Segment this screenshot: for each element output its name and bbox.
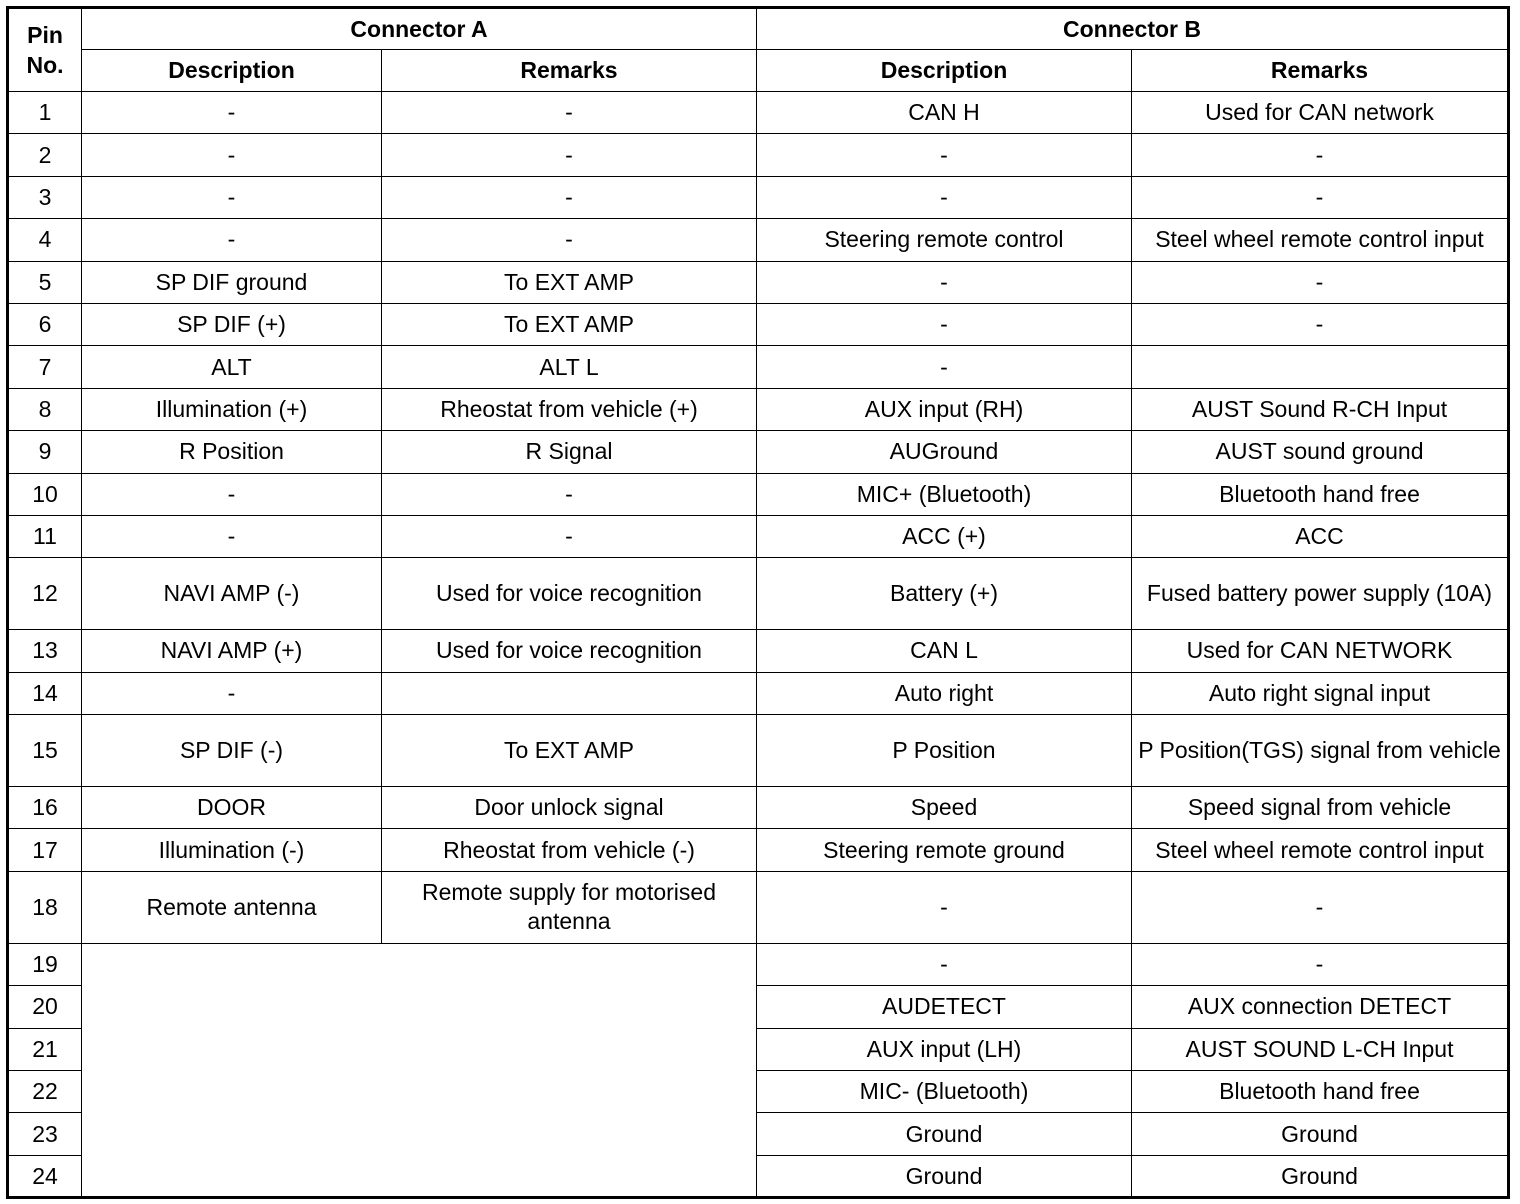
connector-b-remarks-cell: AUST Sound R-CH Input: [1132, 388, 1509, 430]
connector-a-remarks-cell: Door unlock signal: [382, 787, 757, 829]
header-row-columns: [8, 50, 1509, 92]
pin-number-cell: 3: [8, 176, 82, 218]
connector-a-remarks-cell: -: [382, 473, 757, 515]
connector-b-remarks-cell: Speed signal from vehicle: [1132, 787, 1509, 829]
connector-a-remarks-cell: Remote supply for motorised antenna: [382, 871, 757, 943]
connector-b-description-cell: AUGround: [757, 431, 1132, 473]
pin-number-cell: 9: [8, 431, 82, 473]
pin-number-cell: 1: [8, 92, 82, 134]
table-row: [8, 388, 1509, 430]
connector-b-remarks-cell: Bluetooth hand free: [1132, 473, 1509, 515]
connector-b-description-cell: AUX input (RH): [757, 388, 1132, 430]
table-row: [8, 134, 1509, 176]
connector-a-description-cell: Remote antenna: [82, 871, 382, 943]
connector-b-description-cell: -: [757, 261, 1132, 303]
pin-number-cell: 12: [8, 558, 82, 630]
connector-a-description-cell: -: [82, 473, 382, 515]
table-row: [8, 630, 1509, 672]
pin-number-cell: 7: [8, 346, 82, 388]
connector-b-remarks-cell: P Position(TGS) signal from vehicle: [1132, 715, 1509, 787]
table-row: [8, 715, 1509, 787]
connector-b-remarks-cell: AUX connection DETECT: [1132, 986, 1509, 1028]
connector-b-remarks-cell: AUST sound ground: [1132, 431, 1509, 473]
connector-a-remarks-header: Remarks: [382, 50, 757, 92]
connector-b-remarks-cell: -: [1132, 176, 1509, 218]
connector-b-description-cell: -: [757, 346, 1132, 388]
pin-table: [6, 6, 1510, 1199]
connector-b-remarks-cell: -: [1132, 943, 1509, 985]
connector-b-description-cell: CAN H: [757, 92, 1132, 134]
connector-b-remarks-header: Remarks: [1132, 50, 1509, 92]
connector-b-remarks-cell: Steel wheel remote control input: [1132, 219, 1509, 261]
connector-a-remarks-cell: -: [382, 219, 757, 261]
connector-b-description-cell: Steering remote control: [757, 219, 1132, 261]
connector-b-remarks-cell: Ground: [1132, 1155, 1509, 1197]
connector-a-description-cell: -: [82, 134, 382, 176]
connector-a-description-cell: -: [82, 219, 382, 261]
table-row: [8, 303, 1509, 345]
connector-b-description-cell: AUX input (LH): [757, 1028, 1132, 1070]
connector-a-description-cell: SP DIF (+): [82, 303, 382, 345]
connector-a-description-cell: SP DIF (-): [82, 715, 382, 787]
connector-b-description-cell: AUDETECT: [757, 986, 1132, 1028]
connector-a-remarks-cell: -: [382, 515, 757, 557]
connector-a-remarks-cell: -: [382, 176, 757, 218]
connector-a-description-header: Description: [82, 50, 382, 92]
table-row: [8, 346, 1509, 388]
connector-b-description-cell: MIC- (Bluetooth): [757, 1071, 1132, 1113]
connector-b-remarks-cell: Fused battery power supply (10A): [1132, 558, 1509, 630]
connector-a-description-cell: Illumination (-): [82, 829, 382, 871]
connector-b-description-cell: Ground: [757, 1113, 1132, 1155]
table-row: [8, 871, 1509, 943]
connector-a-remarks-cell: R Signal: [382, 431, 757, 473]
connector-a-remarks-cell: [382, 672, 757, 714]
connector-a-description-cell: NAVI AMP (+): [82, 630, 382, 672]
table-row: [8, 515, 1509, 557]
table-row: [8, 473, 1509, 515]
header-row-connectors: [8, 8, 1509, 50]
connector-b-header: Connector B: [757, 8, 1509, 50]
connector-a-remarks-cell: -: [382, 134, 757, 176]
connector-a-remarks-cell: To EXT AMP: [382, 261, 757, 303]
table-row: [8, 672, 1509, 714]
connector-b-remarks-cell: -: [1132, 871, 1509, 943]
pin-number-cell: 24: [8, 1155, 82, 1197]
connector-b-description-cell: Auto right: [757, 672, 1132, 714]
pin-number-cell: 13: [8, 630, 82, 672]
pin-number-cell: 23: [8, 1113, 82, 1155]
pin-number-cell: 22: [8, 1071, 82, 1113]
connector-b-description-cell: -: [757, 871, 1132, 943]
connector-b-remarks-cell: -: [1132, 261, 1509, 303]
pin-number-cell: 10: [8, 473, 82, 515]
connector-a-description-cell: SP DIF ground: [82, 261, 382, 303]
connector-a-description-cell: DOOR: [82, 787, 382, 829]
pin-number-cell: 21: [8, 1028, 82, 1070]
connector-b-description-cell: Ground: [757, 1155, 1132, 1197]
connector-a-description-cell: R Position: [82, 431, 382, 473]
connector-a-empty-block: [82, 943, 757, 1197]
pin-number-cell: 19: [8, 943, 82, 985]
connector-b-remarks-cell: Steel wheel remote control input: [1132, 829, 1509, 871]
table-row: [8, 558, 1509, 630]
connector-a-description-cell: ALT: [82, 346, 382, 388]
connector-b-description-cell: ACC (+): [757, 515, 1132, 557]
pin-rows: [8, 92, 1509, 1198]
connector-b-description-cell: -: [757, 176, 1132, 218]
connector-b-remarks-cell: Auto right signal input: [1132, 672, 1509, 714]
pin-number-cell: 4: [8, 219, 82, 261]
pin-number-cell: 14: [8, 672, 82, 714]
connector-a-description-cell: -: [82, 176, 382, 218]
connector-a-header: Connector A: [82, 8, 757, 50]
connector-a-remarks-cell: Used for voice recognition: [382, 558, 757, 630]
pin-number-cell: 11: [8, 515, 82, 557]
table-row: [8, 943, 1509, 985]
table-row: [8, 219, 1509, 261]
connector-b-remarks-cell: AUST SOUND L-CH Input: [1132, 1028, 1509, 1070]
connector-b-description-cell: Speed: [757, 787, 1132, 829]
connector-b-description-cell: CAN L: [757, 630, 1132, 672]
connector-b-remarks-cell: Used for CAN NETWORK: [1132, 630, 1509, 672]
connector-a-description-cell: -: [82, 515, 382, 557]
pin-number-cell: 6: [8, 303, 82, 345]
pin-number-cell: 8: [8, 388, 82, 430]
connector-a-remarks-cell: To EXT AMP: [382, 303, 757, 345]
connector-a-remarks-cell: Rheostat from vehicle (+): [382, 388, 757, 430]
connector-b-remarks-cell: Ground: [1132, 1113, 1509, 1155]
pin-number-cell: 20: [8, 986, 82, 1028]
table-row: [8, 431, 1509, 473]
connector-a-remarks-cell: To EXT AMP: [382, 715, 757, 787]
connector-a-remarks-cell: ALT L: [382, 346, 757, 388]
connector-b-description-cell: Battery (+): [757, 558, 1132, 630]
connector-a-remarks-cell: Used for voice recognition: [382, 630, 757, 672]
connector-b-description-cell: P Position: [757, 715, 1132, 787]
pin-number-cell: 2: [8, 134, 82, 176]
connector-b-description-cell: -: [757, 134, 1132, 176]
table-row: [8, 829, 1509, 871]
connector-b-remarks-cell: Used for CAN network: [1132, 92, 1509, 134]
connector-b-remarks-cell: ACC: [1132, 515, 1509, 557]
connector-b-description-cell: MIC+ (Bluetooth): [757, 473, 1132, 515]
connector-a-description-cell: -: [82, 672, 382, 714]
pin-number-cell: 5: [8, 261, 82, 303]
table-row: [8, 92, 1509, 134]
table-row: [8, 787, 1509, 829]
connector-a-description-cell: -: [82, 92, 382, 134]
connector-b-description-header: Description: [757, 50, 1132, 92]
connector-b-description-cell: -: [757, 943, 1132, 985]
connector-a-description-cell: NAVI AMP (-): [82, 558, 382, 630]
pin-number-cell: 17: [8, 829, 82, 871]
connector-b-remarks-cell: [1132, 346, 1509, 388]
pin-no-header: Pin No.: [8, 8, 82, 92]
connector-a-remarks-cell: Rheostat from vehicle (-): [382, 829, 757, 871]
pin-number-cell: 16: [8, 787, 82, 829]
connector-b-remarks-cell: Bluetooth hand free: [1132, 1071, 1509, 1113]
connector-b-description-cell: -: [757, 303, 1132, 345]
table-row: [8, 261, 1509, 303]
connector-b-remarks-cell: -: [1132, 303, 1509, 345]
pin-number-cell: 15: [8, 715, 82, 787]
connector-a-description-cell: Illumination (+): [82, 388, 382, 430]
connector-a-remarks-cell: -: [382, 92, 757, 134]
pin-number-cell: 18: [8, 871, 82, 943]
table-row: [8, 176, 1509, 218]
connector-b-description-cell: Steering remote ground: [757, 829, 1132, 871]
connector-b-remarks-cell: -: [1132, 134, 1509, 176]
